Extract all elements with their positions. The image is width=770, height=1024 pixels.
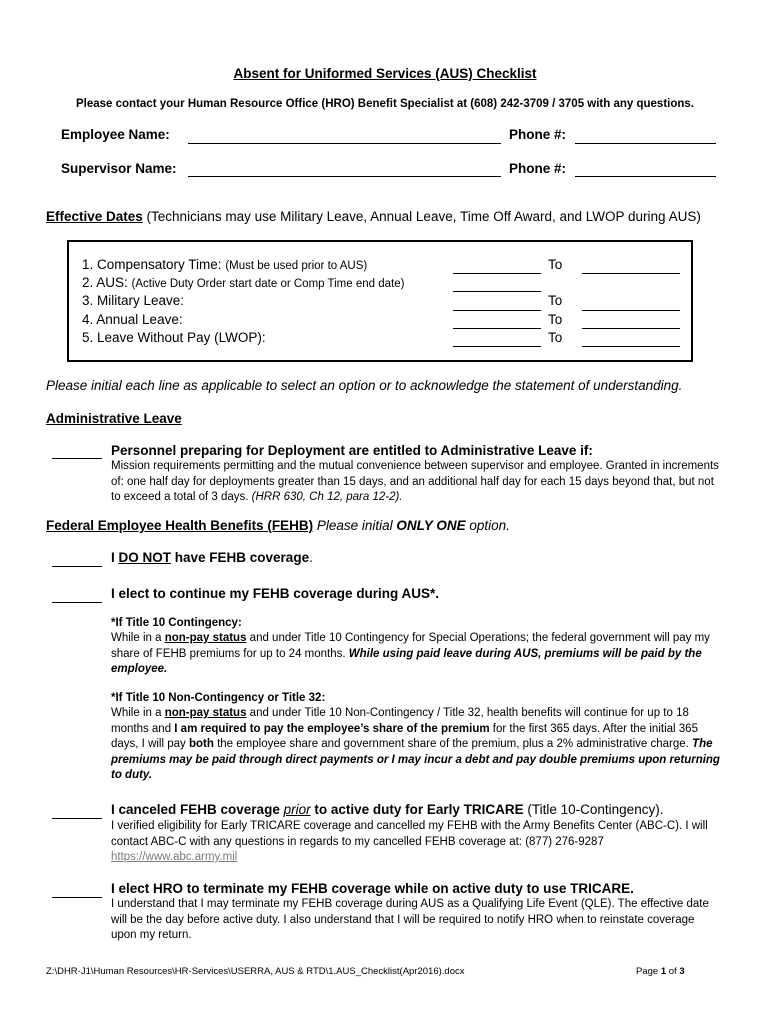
employee-name-label: Employee Name: <box>61 127 170 142</box>
title10-contingency-text: While in a non-pay status and under Title 10 Contingency for Special Operations; the federal government will pay my share of FEHB premiums for up to 24 months. While using paid leave during AUS, premiums will be paid by the employee. <box>111 632 710 675</box>
admin-leave-text: Mission requirements permitting and the mutual convenience between supervisor and employee. Granted in increments of: one half day for deployments greater than 15 days, and an additional half day for each 15 days beyond that, but not to exceed a total of 3 days. (HRR 630, Ch 12, para 12-2). <box>111 460 719 503</box>
abc-army-link[interactable]: https://www.abc.army.mil <box>111 851 238 863</box>
fehb-option4-initial-field[interactable] <box>52 897 102 898</box>
fehb-option3-title: I canceled FEHB coverage prior to active duty for Early TRICARE (Title 10-Contingency). <box>111 802 664 817</box>
fehb-option4-title: I elect HRO to terminate my FEHB coverage while on active duty to use TRICARE. <box>111 881 634 896</box>
title10-noncontingency-heading: *If Title 10 Non-Contingency or Title 32: <box>111 692 326 704</box>
lwop-start-field[interactable] <box>453 346 541 347</box>
supervisor-phone-field[interactable] <box>575 176 716 177</box>
military-leave-end-field[interactable] <box>582 310 680 311</box>
contact-note: Please contact your Human Resource Office (HRO) Benefit Specialist at (608) 242-3709 / 3705 with any questions. <box>75 98 694 110</box>
admin-leave-initial-field[interactable] <box>52 458 102 459</box>
fehb-option1-initial-field[interactable] <box>52 566 102 567</box>
employee-name-field[interactable] <box>188 143 501 144</box>
fehb-option3-text: I verified eligibility for Early TRICARE coverage and cancelled my FEHB with the Army Benefits Center (ABC-C). I will contact ABC-C with any questions in regards to my cancelled FEHB coverage at: (877) 276-9287 https://www.abc.army.mil <box>111 820 708 863</box>
row-lwop: 5. Leave Without Pay (LWOP): <box>82 330 266 345</box>
row-military-leave: 3. Military Leave: <box>82 293 185 308</box>
instruction-text: Please initial each line as applicable to select an option or to acknowledge the statement of understanding. <box>46 378 683 393</box>
fehb-option2-initial-field[interactable] <box>52 602 102 603</box>
lwop-end-field[interactable] <box>582 346 680 347</box>
row-aus: 2. AUS: (Active Duty Order start date or Comp Time end date) <box>82 275 405 290</box>
to-label: To <box>548 293 563 308</box>
supervisor-phone-label: Phone #: <box>509 161 567 176</box>
to-label: To <box>548 257 563 272</box>
to-label: To <box>548 330 563 345</box>
effective-dates-heading: Effective Dates (Technicians may use Military Leave, Annual Leave, Time Off Award, and LWOP during AUS) <box>46 209 701 224</box>
annual-leave-end-field[interactable] <box>582 328 680 329</box>
page-number: Page 1 of 3 <box>636 966 685 977</box>
fehb-option4-text: I understand that I may terminate my FEHB coverage during AUS as a Qualifying Life Event (QLE). The effective date will be the day before active duty. I also understand that I will be required to notify HRO when to reinstate coverage upon my return. <box>111 898 709 941</box>
military-leave-start-field[interactable] <box>453 310 541 311</box>
supervisor-name-field[interactable] <box>188 176 501 177</box>
fehb-option1-title: I DO NOT have FEHB coverage. <box>111 550 313 565</box>
supervisor-name-label: Supervisor Name: <box>61 161 177 176</box>
employee-phone-field[interactable] <box>575 143 716 144</box>
comp-time-start-field[interactable] <box>453 273 541 274</box>
footer-file-path: Z:\DHR-J1\Human Resources\HR-Services\USERRA, AUS & RTD\1.AUS_Checklist(Apr2016).docx <box>46 966 465 977</box>
row-annual-leave: 4. Annual Leave: <box>82 312 183 327</box>
title10-contingency-heading: *If Title 10 Contingency: <box>111 617 242 629</box>
comp-time-end-field[interactable] <box>582 273 680 274</box>
fehb-heading: Federal Employee Health Benefits (FEHB) Please initial ONLY ONE option. <box>46 518 510 533</box>
employee-phone-label: Phone #: <box>509 127 567 142</box>
aus-start-field[interactable] <box>453 291 541 292</box>
to-label: To <box>548 312 563 327</box>
page-title: Absent for Uniformed Services (AUS) Checklist <box>233 66 537 81</box>
admin-leave-item-title: Personnel preparing for Deployment are entitled to Administrative Leave if: <box>111 443 593 458</box>
annual-leave-start-field[interactable] <box>453 328 541 329</box>
admin-leave-heading: Administrative Leave <box>46 411 182 426</box>
fehb-option3-initial-field[interactable] <box>52 818 102 819</box>
row-compensatory-time: 1. Compensatory Time: (Must be used prior to AUS) <box>82 257 368 272</box>
title10-noncontingency-text: While in a non-pay status and under Title 10 Non-Contingency / Title 32, health benefits will continue for up to 18 months and I am required to pay the employee’s share of the premium for the first 365 days. After the initial 365 days, I will pay both the employee share and government share of the premium, plus a 2% administrative charge. The premiums may be paid through direct payments or I may incur a debt and pay double premiums upon returning to duty. <box>111 707 720 781</box>
fehb-option2-title: I elect to continue my FEHB coverage during AUS*. <box>111 586 440 601</box>
